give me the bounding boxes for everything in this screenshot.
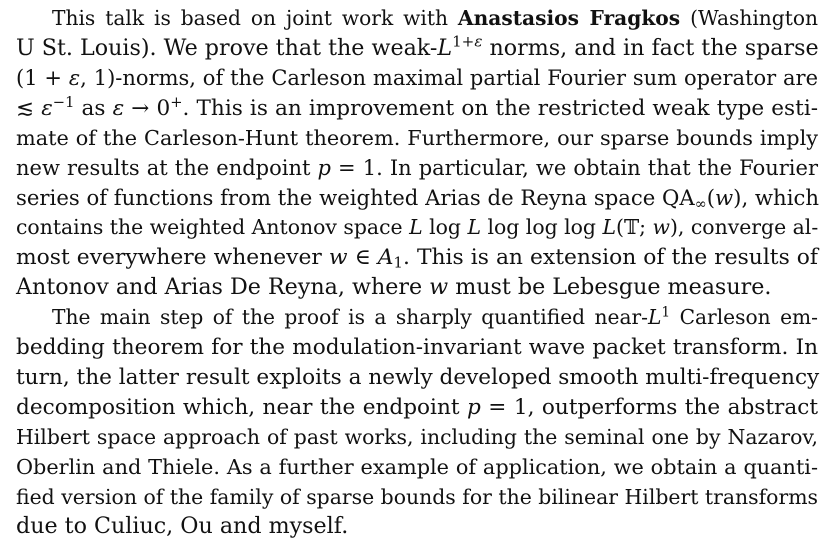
text-line: most everywhere whenever w ∈ $A_1$. This is an extension of the results of bbox=[16, 245, 818, 272]
text-line: contains the weighted Antonov space L log L log log log L(𝕋; w), converge al- bbox=[16, 215, 819, 240]
text-line: Hilbert space approach of past works, including the seminal one by Nazarov, bbox=[16, 424, 818, 449]
paragraph-1 bbox=[16, 4, 818, 303]
text-line: bedding theorem for the modulation-invariant wave packet transform. In bbox=[16, 334, 818, 360]
text-line: Oberlin and Thiele. As a further example of application, we obtain a quanti- bbox=[16, 454, 818, 479]
text-line: fied version of the family of sparse bounds for the bilinear Hilbert transforms bbox=[16, 484, 818, 509]
text-line: due to Culiuc, Ou and myself. bbox=[16, 513, 349, 540]
text-line: The main step of the proof is a sharply quantified near-$L^1$ Carleson em- bbox=[52, 304, 818, 330]
text-line: new results at the endpoint p = 1. In particular, we obtain that the Fourier bbox=[16, 155, 818, 180]
abstract-text bbox=[16, 4, 818, 542]
text-line: U St. Louis). We prove that the weak-$L^{1+\varepsilon}$ norms, and in fact the sparse bbox=[16, 32, 819, 61]
text-line: mate of the Carleson-Hunt theorem. Furthermore, our sparse bounds imply bbox=[16, 125, 818, 150]
paragraph-2 bbox=[16, 303, 818, 542]
text-line: turn, the latter result exploits a newly developed smooth multi-frequency bbox=[16, 364, 820, 390]
text-line: ≲ $\varepsilon^{-1}$ as ε → 0+. This is an improvement on the restricted weak type esti- bbox=[16, 93, 819, 121]
text-line: (1 + ε, 1)-norms, of the Carleson maximal partial Fourier sum operator are bbox=[16, 65, 818, 90]
text-line: series of functions from the weighted Arias de Reyna space $QA_\infty(w)$, which bbox=[16, 185, 819, 214]
text-line: This talk is based on joint work with Anastasios Fragkos (Washington bbox=[52, 6, 818, 30]
text-line: decomposition which, near the endpoint p = 1, outperforms the abstract bbox=[16, 394, 819, 420]
text-line: Antonov and Arias De Reyna, where w must be Lebesgue measure. bbox=[16, 274, 772, 301]
